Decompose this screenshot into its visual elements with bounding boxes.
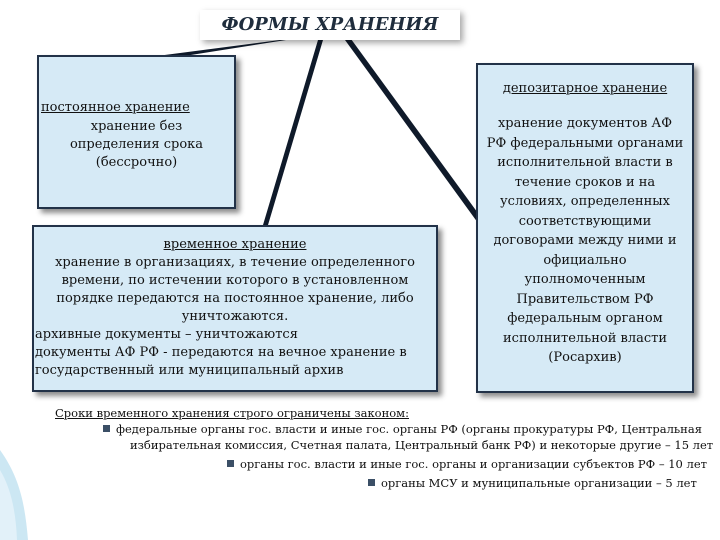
- storage-term-item: [368, 476, 697, 490]
- connector-to-depository: [345, 39, 491, 234]
- depository-storage-description: [478, 114, 692, 368]
- connector-to-temporary: [263, 40, 323, 225]
- temporary-storage-note: документы АФ РФ - передаются на вечное хранение в: [35, 345, 407, 360]
- temporary-storage-line: порядке передаются на постоянное хранение, либо: [56, 291, 414, 306]
- depository-storage-line: договорами между ними и: [493, 233, 677, 248]
- depository-storage-line: течение сроков и на: [514, 174, 656, 190]
- permanent-storage-line: определения срока: [69, 137, 204, 152]
- permanent-storage-line: (бессрочно): [95, 155, 178, 170]
- depository-storage-line: исполнительной власти в: [497, 155, 673, 170]
- permanent-storage-description: [39, 118, 234, 172]
- storage-term-text: избирательная комиссия, Счетная палата, Центральный банк РФ) и некоторые другие – 15 лет: [130, 438, 714, 452]
- depository-storage-box: [476, 63, 694, 393]
- temporary-storage-line: хранение в организациях, в течение определенного: [55, 255, 415, 270]
- square-bullet-icon: [227, 460, 234, 467]
- depository-storage-heading: депозитарное хранение: [502, 81, 668, 96]
- temporary-storage-description: [34, 254, 436, 326]
- depository-storage-line: Правительством РФ: [516, 291, 654, 307]
- depository-storage-line: федеральным органом: [507, 311, 663, 326]
- storage-terms-heading: Сроки временного хранения строго ограничены законом:: [55, 406, 409, 420]
- temporary-storage-line: уничтожаются.: [181, 309, 289, 324]
- permanent-storage-box: [37, 55, 236, 209]
- permanent-storage-heading: постоянное хранение: [41, 100, 190, 115]
- temporary-storage-note: архивные документы – уничтожаются: [35, 327, 298, 342]
- square-bullet-icon: [368, 479, 375, 486]
- depository-storage-line: РФ федеральными органами: [486, 135, 684, 151]
- depository-storage-line: соответствующими: [518, 213, 652, 229]
- depository-storage-line: официально: [543, 252, 627, 268]
- temporary-storage-note: государственный или муниципальный архив: [35, 363, 344, 378]
- page-title: ФОРМЫ ХРАНЕНИЯ: [200, 10, 460, 40]
- storage-term-item-continuation: [130, 438, 713, 452]
- permanent-storage-line: хранение без: [90, 119, 183, 134]
- depository-storage-line: исполнительной власти: [503, 330, 667, 346]
- depository-storage-line: уполномоченным: [524, 272, 646, 287]
- temporary-storage-line: времени, по истечении которого в установленном: [61, 273, 409, 288]
- depository-storage-line: хранение документов АФ: [497, 116, 673, 131]
- square-bullet-icon: [103, 425, 110, 432]
- storage-term-text: федеральные органы гос. власти и иные гос. органы РФ (органы прокуратуры РФ, Центральная: [116, 422, 702, 436]
- temporary-storage-heading: временное хранение: [163, 237, 307, 252]
- temporary-storage-box: [32, 225, 438, 392]
- depository-storage-line: (Росархив): [548, 350, 622, 365]
- depository-storage-line: условиях, определенных: [500, 194, 670, 209]
- storage-term-item: [227, 457, 707, 471]
- storage-term-text: органы МСУ и муниципальные организации – 5 лет: [381, 476, 697, 490]
- storage-term-item: [103, 422, 702, 436]
- temporary-storage-notes: [34, 326, 436, 380]
- storage-term-text: органы гос. власти и иные гос. органы и организации субъектов РФ – 10 лет: [240, 457, 707, 471]
